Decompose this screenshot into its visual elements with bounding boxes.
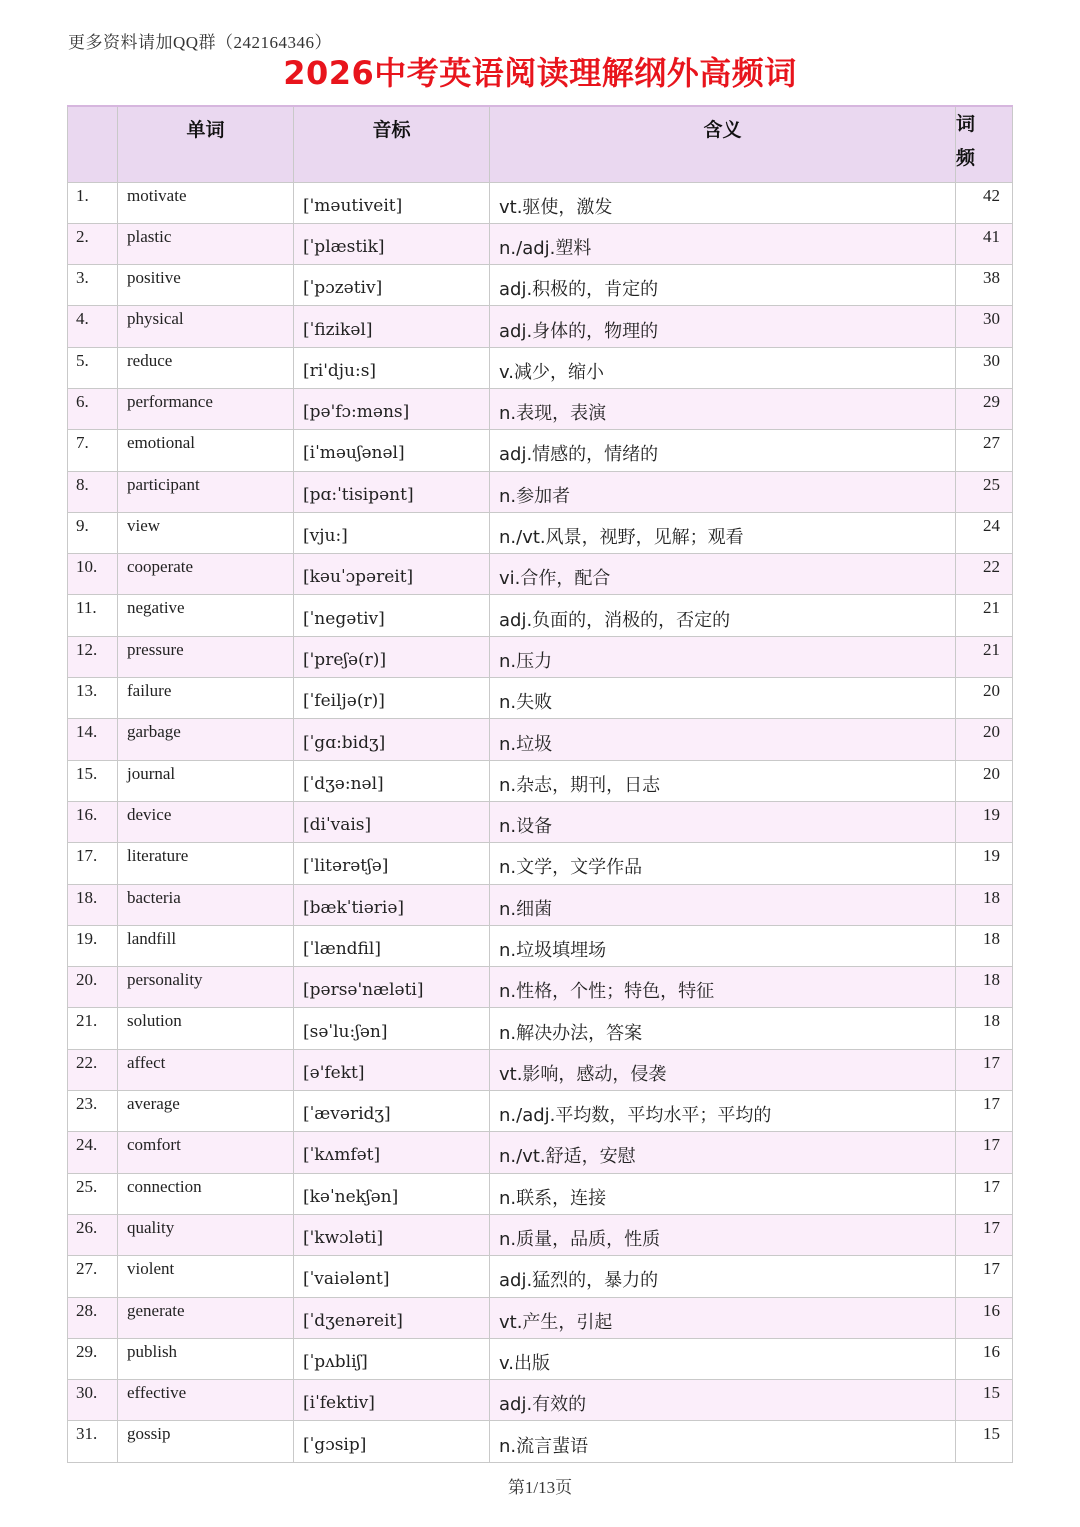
- meaning-cell: n.性格，个性；特色，特征: [490, 967, 956, 1008]
- phonetic-cell: [ˈplæstik]: [294, 223, 490, 264]
- table-row: [68, 843, 1013, 884]
- frequency-cell: 18: [956, 925, 1013, 966]
- word-cell: participant: [118, 471, 294, 512]
- word-cell: positive: [118, 265, 294, 306]
- word-cell: reduce: [118, 347, 294, 388]
- row-number: 7.: [68, 430, 118, 471]
- row-number: 13.: [68, 678, 118, 719]
- column-header-ipa: 音标: [294, 106, 490, 182]
- frequency-cell: 21: [956, 636, 1013, 677]
- frequency-cell: 17: [956, 1173, 1013, 1214]
- word-cell: quality: [118, 1214, 294, 1255]
- table-row: [68, 1297, 1013, 1338]
- phonetic-cell: [ˈpʌbliʃ]: [294, 1338, 490, 1379]
- row-number: 31.: [68, 1421, 118, 1462]
- word-cell: connection: [118, 1173, 294, 1214]
- meaning-cell: n.设备: [490, 801, 956, 842]
- frequency-cell: 41: [956, 223, 1013, 264]
- table-row: [68, 223, 1013, 264]
- phonetic-cell: [ˈpɔzətiv]: [294, 265, 490, 306]
- row-number: 2.: [68, 223, 118, 264]
- table-row: [68, 760, 1013, 801]
- table-row: [68, 265, 1013, 306]
- word-cell: solution: [118, 1008, 294, 1049]
- phonetic-cell: [iˈfektiv]: [294, 1380, 490, 1421]
- row-number: 18.: [68, 884, 118, 925]
- meaning-cell: v.出版: [490, 1338, 956, 1379]
- phonetic-cell: [ˈlitərətʃə]: [294, 843, 490, 884]
- frequency-cell: 24: [956, 512, 1013, 553]
- table-row: [68, 1132, 1013, 1173]
- meaning-cell: n./adj.平均数，平均水平；平均的: [490, 1091, 956, 1132]
- frequency-cell: 30: [956, 347, 1013, 388]
- row-number: 9.: [68, 512, 118, 553]
- word-cell: cooperate: [118, 554, 294, 595]
- word-cell: negative: [118, 595, 294, 636]
- row-number: 24.: [68, 1132, 118, 1173]
- phonetic-cell: [bækˈtiəriə]: [294, 884, 490, 925]
- phonetic-cell: [ˈævəridʒ]: [294, 1091, 490, 1132]
- meaning-cell: n.垃圾: [490, 719, 956, 760]
- frequency-cell: 22: [956, 554, 1013, 595]
- table-row: [68, 430, 1013, 471]
- meaning-cell: n.联系，连接: [490, 1173, 956, 1214]
- word-cell: failure: [118, 678, 294, 719]
- word-cell: effective: [118, 1380, 294, 1421]
- word-cell: bacteria: [118, 884, 294, 925]
- frequency-cell: 18: [956, 967, 1013, 1008]
- word-cell: average: [118, 1091, 294, 1132]
- phonetic-cell: [ˈfeiljə(r)]: [294, 678, 490, 719]
- row-number: 14.: [68, 719, 118, 760]
- row-number: 10.: [68, 554, 118, 595]
- frequency-cell: 29: [956, 388, 1013, 429]
- frequency-cell: 42: [956, 182, 1013, 223]
- word-cell: plastic: [118, 223, 294, 264]
- table-row: [68, 719, 1013, 760]
- meaning-cell: n.流言蜚语: [490, 1421, 956, 1462]
- phonetic-cell: [kəˈnekʃən]: [294, 1173, 490, 1214]
- table-row: [68, 1256, 1013, 1297]
- word-cell: literature: [118, 843, 294, 884]
- word-cell: personality: [118, 967, 294, 1008]
- row-number: 12.: [68, 636, 118, 677]
- frequency-cell: 20: [956, 678, 1013, 719]
- frequency-cell: 20: [956, 760, 1013, 801]
- meaning-cell: adj.情感的，情绪的: [490, 430, 956, 471]
- word-cell: view: [118, 512, 294, 553]
- table-row: [68, 678, 1013, 719]
- frequency-cell: 17: [956, 1214, 1013, 1255]
- meaning-cell: n.细菌: [490, 884, 956, 925]
- table-row: [68, 554, 1013, 595]
- word-cell: journal: [118, 760, 294, 801]
- frequency-cell: 27: [956, 430, 1013, 471]
- phonetic-cell: [pɑ:ˈtisipənt]: [294, 471, 490, 512]
- frequency-cell: 17: [956, 1049, 1013, 1090]
- meaning-cell: adj.身体的，物理的: [490, 306, 956, 347]
- row-number: 4.: [68, 306, 118, 347]
- meaning-cell: vt.产生，引起: [490, 1297, 956, 1338]
- word-cell: affect: [118, 1049, 294, 1090]
- row-number: 19.: [68, 925, 118, 966]
- word-cell: comfort: [118, 1132, 294, 1173]
- header-note: 更多资料请加QQ群（242164346）: [68, 33, 333, 52]
- row-number: 8.: [68, 471, 118, 512]
- word-cell: physical: [118, 306, 294, 347]
- phonetic-cell: [ˈdʒə:nəl]: [294, 760, 490, 801]
- phonetic-cell: [iˈməuʃənəl]: [294, 430, 490, 471]
- frequency-cell: 19: [956, 801, 1013, 842]
- table-row: [68, 1214, 1013, 1255]
- row-number: 11.: [68, 595, 118, 636]
- row-number: 5.: [68, 347, 118, 388]
- phonetic-cell: ['məutiveit]: [294, 182, 490, 223]
- phonetic-cell: [vju:]: [294, 512, 490, 553]
- table-row: [68, 1380, 1013, 1421]
- word-cell: motivate: [118, 182, 294, 223]
- frequency-cell: 38: [956, 265, 1013, 306]
- meaning-cell: n./vt.风景，视野，见解；观看: [490, 512, 956, 553]
- word-cell: landfill: [118, 925, 294, 966]
- meaning-cell: n.质量，品质，性质: [490, 1214, 956, 1255]
- meaning-cell: n.杂志，期刊，日志: [490, 760, 956, 801]
- row-number: 29.: [68, 1338, 118, 1379]
- row-number: 3.: [68, 265, 118, 306]
- column-header-num: [68, 106, 118, 182]
- phonetic-cell: [diˈvais]: [294, 801, 490, 842]
- table-row: [68, 182, 1013, 223]
- phonetic-cell: [ə'fekt]: [294, 1049, 490, 1090]
- meaning-cell: n.参加者: [490, 471, 956, 512]
- word-cell: gossip: [118, 1421, 294, 1462]
- column-header-frequency: [956, 106, 1013, 182]
- frequency-cell: 21: [956, 595, 1013, 636]
- table-row: [68, 512, 1013, 553]
- word-cell: pressure: [118, 636, 294, 677]
- frequency-cell: 19: [956, 843, 1013, 884]
- table-row: [68, 1421, 1013, 1462]
- meaning-cell: vt.影响，感动，侵袭: [490, 1049, 956, 1090]
- table-row: [68, 636, 1013, 677]
- table-row: [68, 1173, 1013, 1214]
- table-row: [68, 967, 1013, 1008]
- row-number: 28.: [68, 1297, 118, 1338]
- meaning-cell: n.表现，表演: [490, 388, 956, 429]
- meaning-cell: n.失败: [490, 678, 956, 719]
- meaning-cell: n.解决办法，答案: [490, 1008, 956, 1049]
- frequency-cell: 30: [956, 306, 1013, 347]
- column-header-frequency-line2: 频: [956, 147, 976, 169]
- meaning-cell: n./adj.塑料: [490, 223, 956, 264]
- phonetic-cell: [ˈgɑ:bidʒ]: [294, 719, 490, 760]
- meaning-cell: vt.驱使，激发: [490, 182, 956, 223]
- word-cell: garbage: [118, 719, 294, 760]
- row-number: 30.: [68, 1380, 118, 1421]
- phonetic-cell: [ˈgɔsip]: [294, 1421, 490, 1462]
- page-number: 第1/13页: [507, 1478, 573, 1497]
- meaning-cell: vi.合作，配合: [490, 554, 956, 595]
- phonetic-cell: [ˈvaiələnt]: [294, 1256, 490, 1297]
- word-cell: emotional: [118, 430, 294, 471]
- table-row: [68, 1008, 1013, 1049]
- column-header-meaning: 含义: [490, 106, 956, 182]
- frequency-cell: 17: [956, 1256, 1013, 1297]
- frequency-cell: 20: [956, 719, 1013, 760]
- word-cell: performance: [118, 388, 294, 429]
- row-number: 6.: [68, 388, 118, 429]
- row-number: 21.: [68, 1008, 118, 1049]
- row-number: 20.: [68, 967, 118, 1008]
- table-row: [68, 884, 1013, 925]
- word-cell: generate: [118, 1297, 294, 1338]
- phonetic-cell: [pə'fɔ:məns]: [294, 388, 490, 429]
- phonetic-cell: [ˈkʌmfət]: [294, 1132, 490, 1173]
- meaning-cell: n./vt.舒适，安慰: [490, 1132, 956, 1173]
- phonetic-cell: [ˈdʒenəreit]: [294, 1297, 490, 1338]
- meaning-cell: n.垃圾填埋场: [490, 925, 956, 966]
- table-body: [68, 182, 1013, 1462]
- meaning-cell: adj.有效的: [490, 1380, 956, 1421]
- table-row: [68, 595, 1013, 636]
- vocab-table: [67, 105, 1013, 1463]
- row-number: 17.: [68, 843, 118, 884]
- frequency-cell: 16: [956, 1338, 1013, 1379]
- phonetic-cell: [ˈfizikəl]: [294, 306, 490, 347]
- table-row: [68, 925, 1013, 966]
- row-number: 25.: [68, 1173, 118, 1214]
- row-number: 23.: [68, 1091, 118, 1132]
- table-row: [68, 471, 1013, 512]
- meaning-cell: adj.积极的，肯定的: [490, 265, 956, 306]
- table-header-row: [68, 106, 1013, 182]
- frequency-cell: 17: [956, 1132, 1013, 1173]
- word-cell: device: [118, 801, 294, 842]
- frequency-cell: 15: [956, 1380, 1013, 1421]
- frequency-cell: 18: [956, 884, 1013, 925]
- phonetic-cell: ['preʃə(r)]: [294, 636, 490, 677]
- phonetic-cell: ['kwɔləti]: [294, 1214, 490, 1255]
- table-row: [68, 801, 1013, 842]
- phonetic-cell: [səˈlu:ʃən]: [294, 1008, 490, 1049]
- row-number: 22.: [68, 1049, 118, 1090]
- word-cell: violent: [118, 1256, 294, 1297]
- phonetic-cell: [ˈnegətiv]: [294, 595, 490, 636]
- row-number: 26.: [68, 1214, 118, 1255]
- table-row: [68, 1091, 1013, 1132]
- table-row: [68, 1338, 1013, 1379]
- row-number: 15.: [68, 760, 118, 801]
- page-title: 2026中考英语阅读理解纲外高频词: [283, 54, 797, 92]
- meaning-cell: v.减少，缩小: [490, 347, 956, 388]
- frequency-cell: 17: [956, 1091, 1013, 1132]
- meaning-cell: n.文学，文学作品: [490, 843, 956, 884]
- row-number: 16.: [68, 801, 118, 842]
- frequency-cell: 16: [956, 1297, 1013, 1338]
- phonetic-cell: [ˈlændfil]: [294, 925, 490, 966]
- word-cell: publish: [118, 1338, 294, 1379]
- row-number: 1.: [68, 182, 118, 223]
- frequency-cell: 18: [956, 1008, 1013, 1049]
- table-row: [68, 388, 1013, 429]
- frequency-cell: 15: [956, 1421, 1013, 1462]
- row-number: 27.: [68, 1256, 118, 1297]
- phonetic-cell: [pərsə'næləti]: [294, 967, 490, 1008]
- frequency-cell: 25: [956, 471, 1013, 512]
- phonetic-cell: [ri'dju:s]: [294, 347, 490, 388]
- column-header-word: 单词: [118, 106, 294, 182]
- table-row: [68, 306, 1013, 347]
- table-row: [68, 347, 1013, 388]
- meaning-cell: adj.负面的，消极的，否定的: [490, 595, 956, 636]
- meaning-cell: n.压力: [490, 636, 956, 677]
- meaning-cell: adj.猛烈的，暴力的: [490, 1256, 956, 1297]
- table-row: [68, 1049, 1013, 1090]
- phonetic-cell: [kəuˈɔpəreit]: [294, 554, 490, 595]
- column-header-frequency-line1: 词: [956, 113, 976, 135]
